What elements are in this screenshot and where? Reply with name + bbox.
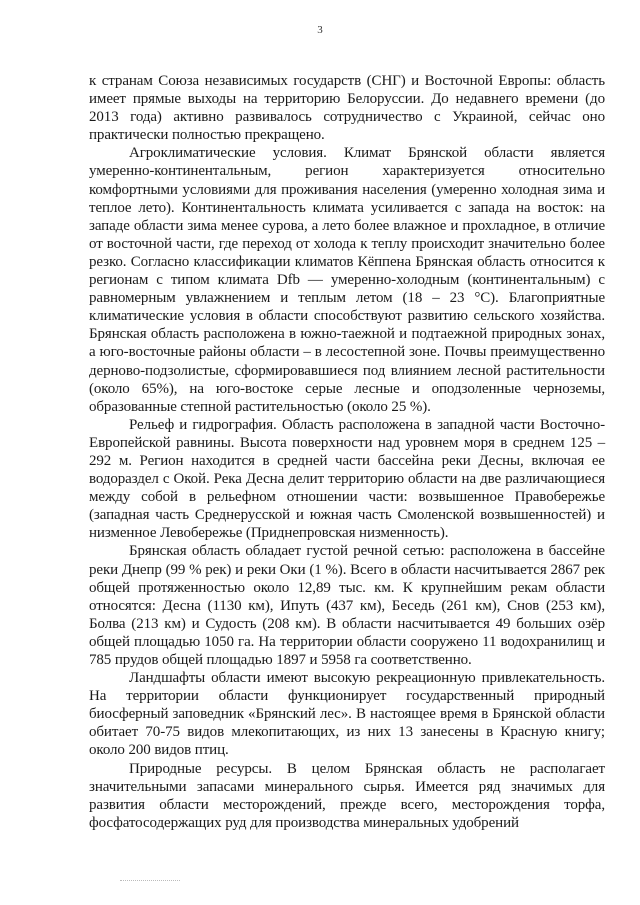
paragraph-landscapes: Ландшафты области имеют высокую рекреационную привлекательность. На территории области функционирует государственный природный биосферный заповедник «Брянский лес». В настоящее время в Брянской области обитает 70-75 видов млекопитающих, из них 13 занесены в Красную книгу; около 200 видов птиц. <box>89 670 605 759</box>
scan-artifact <box>120 880 180 882</box>
paragraph-agroclimate: Агроклиматические условия. Климат Брянской области является умеренно-континентальным, регион характеризуется относительно комфортными условиями для проживания населения (умеренно холодная зима и теплое лето). Континентальность климата усиливается с запада на восток: на западе области зима менее сурова, а лето более влажное и прохладное, в отличие от восточной части, где переход от холода к теплу происходит значительно более резко. Согласно классификации климатов Кёппена Брянская область относится к регионам с типом климата Dfb — умеренно-холодным (континентальным) с равномерным увлажнением и теплым летом (18 – 23 °С). Благоприятные климатические условия в области способствуют развитию сельского хозяйства. Брянская область расположена в южно-таежной и подтаежной природных зонах, а юго-восточные районы области – в лесостепной зоне. Почвы преимущественно дерново-подзолистые, сформировавшиеся под влиянием лесной растительности (около 65%), на юго-востоке серые лесные и оподзоленные черноземы, образованные степной растительностью (около 25 %). <box>89 145 605 415</box>
page-number: 3 <box>317 24 323 36</box>
paragraph-intro-continuation: к странам Союза независимых государств (СНГ) и Восточной Европы: область имеет прямые выходы на территорию Белоруссии. До недавнего времени (до 2013 года) активно развивалось сотрудничество с Украиной, сейчас оно практически полностью прекращено. <box>89 73 605 144</box>
document-body <box>89 72 605 832</box>
paragraph-relief-hydrography: Рельеф и гидрография. Область расположена в западной части Восточно-Европейской равнины. Высота поверхности над уровнем моря в среднем 125 – 292 м. Регион находится в средней части бассейна реки Десны, включая ее водораздел с Окой. Река Десна делит территорию области на две различающиеся между собой в рельефном отношении части: возвышенное Правобережье (западная часть Среднерусской и южная часть Смоленской возвышенностей) и низменное Левобережье (Приднепровская низменность). <box>89 416 605 542</box>
paragraph-river-network: Брянская область обладает густой речной сетью: расположена в бассейне реки Днепр (99 % рек) и реки Оки (1 %). Всего в области насчитывается 2867 рек общей протяженностью около 12,89 тыс. км. К крупнейшим рекам области относятся: Десна (1130 км), Ипуть (437 км), Беседь (261 км), Снов (253 км), Болва (213 км) и Судость (208 км). В области насчитывается 49 больших озёр общей площадью 1050 га. На территории области сооружено 11 водохранилищ и 785 прудов общей площадью 1897 и 5958 га соответственно. <box>89 543 605 668</box>
paragraph-natural-resources: Природные ресурсы. В целом Брянская область не располагает значительными запасами минерального сырья. Имеется ряд значимых для развития области месторождений, прежде всего, месторождения торфа, фосфатосодержащих руд для производства минеральных удобрений <box>89 760 605 831</box>
